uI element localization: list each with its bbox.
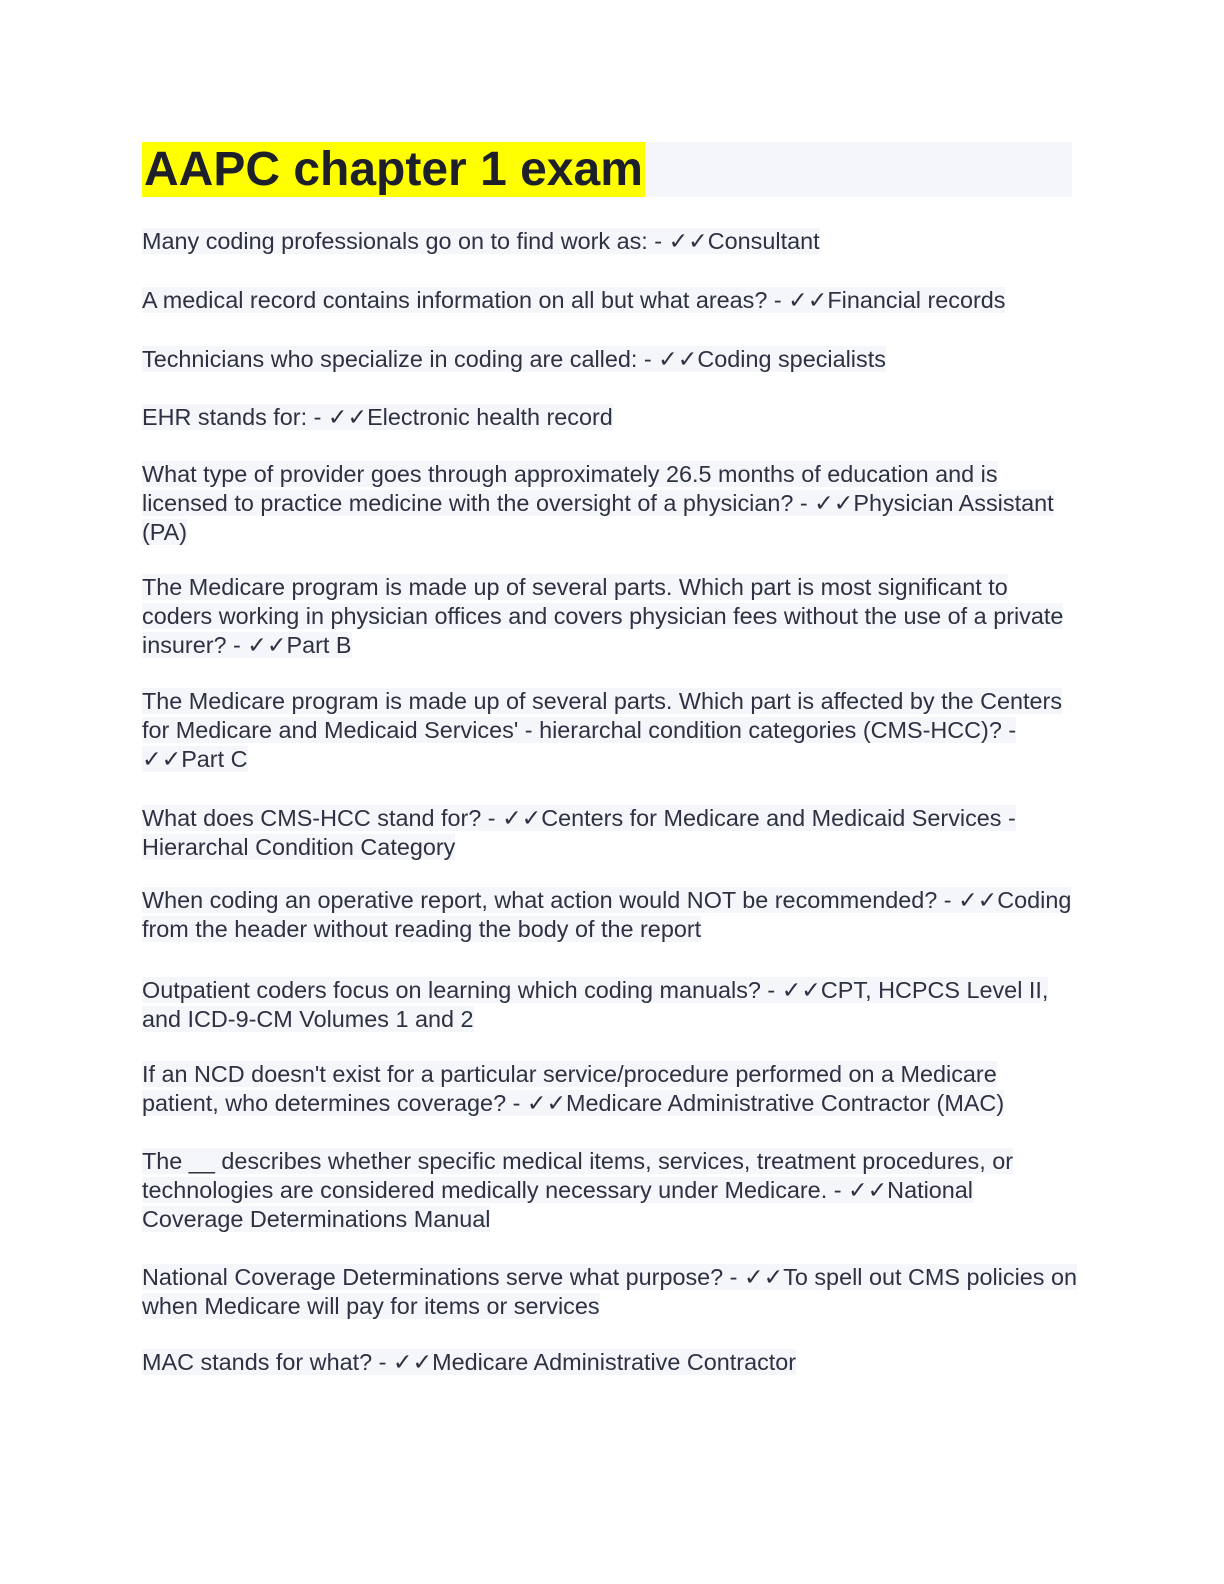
qa-item: What does CMS-HCC stand for? - ✓✓Centers for Medicare and Medicaid Services - Hierarchal Condition Category: [142, 805, 1016, 860]
qa-item: The Medicare program is made up of several parts. Which part is most significant to coders working in physician offices and covers physician fees without the use of a private insurer? - ✓✓Part B: [142, 574, 1064, 658]
qa-item: EHR stands for: - ✓✓Electronic health record: [142, 404, 613, 430]
qa-item: National Coverage Determinations serve what purpose? - ✓✓To spell out CMS policies on when Medicare will pay for items or services: [142, 1264, 1077, 1319]
qa-item: The __ describes whether specific medical items, services, treatment procedures, or technologies are considered medically necessary under Medicare. - ✓✓National Coverage Determinations Manual: [142, 1148, 1014, 1232]
qa-item: Many coding professionals go on to find work as: - ✓✓Consultant: [142, 228, 820, 254]
qa-item: What type of provider goes through approximately 26.5 months of education and is licensed to practice medicine with the oversight of a physician? - ✓✓Physician Assistant (PA): [142, 461, 1054, 545]
qa-item: A medical record contains information on all but what areas? - ✓✓Financial records: [142, 287, 1006, 313]
qa-item: The Medicare program is made up of several parts. Which part is affected by the Centers for Medicare and Medicaid Services' - hierarchal condition categories (CMS-HCC)? - ✓✓Part C: [142, 688, 1063, 772]
qa-item: If an NCD doesn't exist for a particular service/procedure performed on a Medicare patient, who determines coverage? - ✓✓Medicare Administrative Contractor (MAC): [142, 1061, 1005, 1116]
page-title: AAPC chapter 1 exam: [144, 143, 643, 196]
qa-item: MAC stands for what? - ✓✓Medicare Administrative Contractor: [142, 1349, 797, 1375]
qa-item: Technicians who specialize in coding are called: - ✓✓Coding specialists: [142, 346, 886, 372]
qa-item: When coding an operative report, what action would NOT be recommended? - ✓✓Coding from the header without reading the body of the report: [142, 887, 1072, 942]
qa-item: Outpatient coders focus on learning which coding manuals? - ✓✓CPT, HCPCS Level II, and ICD-9-CM Volumes 1 and 2: [142, 977, 1049, 1032]
